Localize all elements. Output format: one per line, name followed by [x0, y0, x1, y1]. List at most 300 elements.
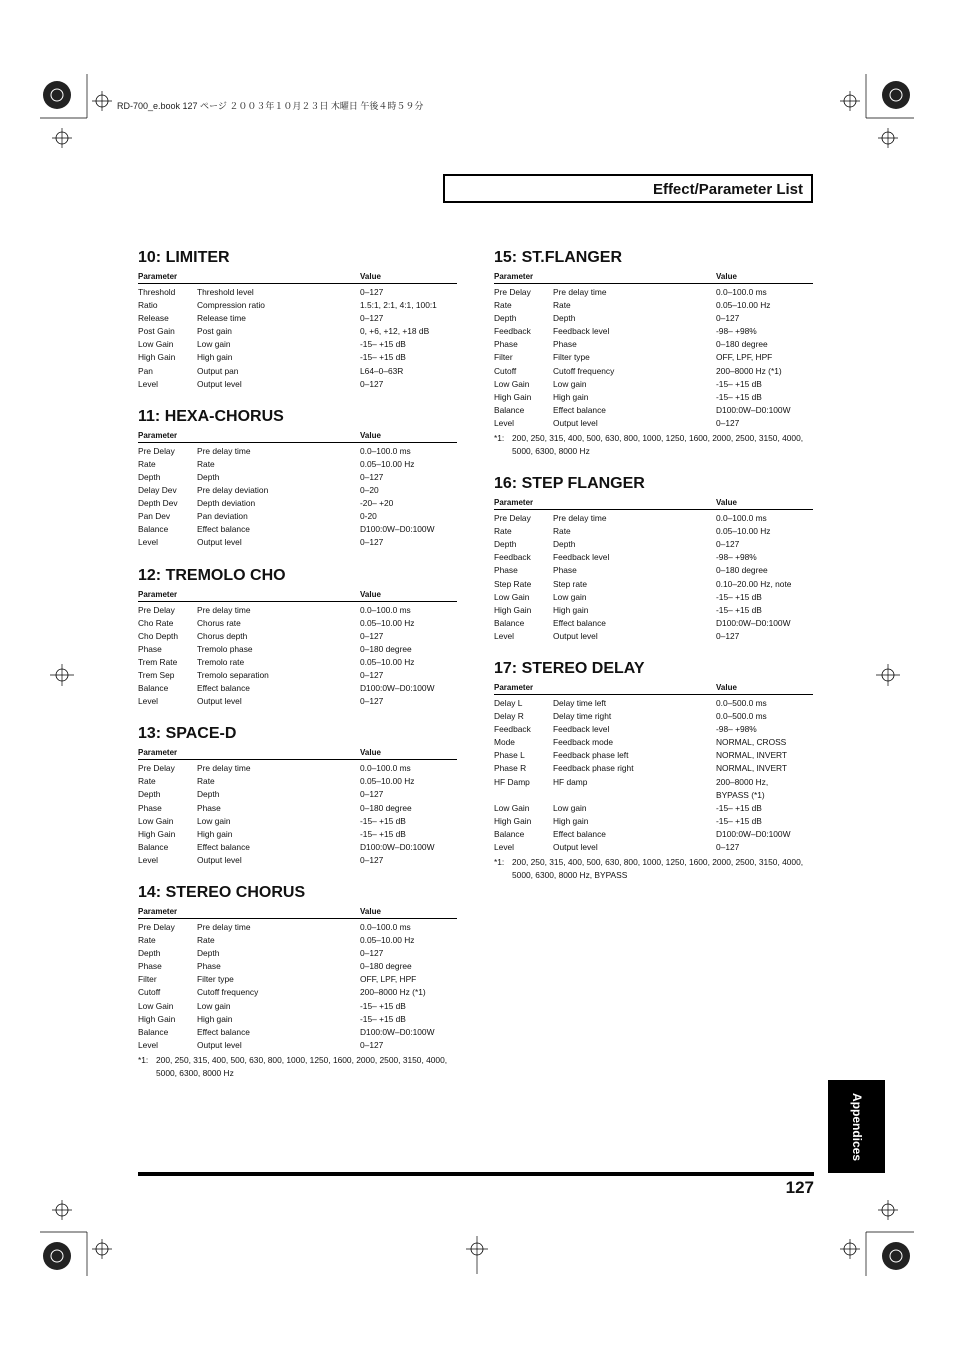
- param-abbrev: Low Gain: [494, 802, 530, 813]
- param-abbrev: Phase: [138, 961, 162, 972]
- table-row: [494, 391, 813, 404]
- param-description: Effect balance: [197, 524, 250, 535]
- param-value: 0–127: [360, 696, 384, 707]
- footnote-mark: *1:: [494, 857, 505, 868]
- section-title: 17: STEREO DELAY: [494, 659, 645, 677]
- table-row: [138, 934, 457, 947]
- col-header-parameter: Parameter: [494, 272, 534, 281]
- registration-mark-icon: [816, 74, 916, 164]
- param-value: 0.0–100.0 ms: [360, 922, 411, 932]
- param-description: Pre delay time: [553, 513, 607, 524]
- table-row: [494, 538, 813, 551]
- table-row: [138, 338, 457, 351]
- table-row: [138, 617, 457, 630]
- table-row: [494, 617, 813, 630]
- param-description: Low gain: [197, 815, 231, 826]
- footnote-mark: *1:: [494, 433, 505, 444]
- param-value: -98– +98%: [716, 552, 757, 563]
- param-description: Depth: [197, 789, 220, 800]
- param-abbrev: Trem Sep: [138, 669, 175, 680]
- table-row: [138, 921, 457, 934]
- param-description: Low gain: [197, 339, 231, 350]
- table-row: [494, 404, 813, 417]
- param-value: 0.05–10.00 Hz: [360, 776, 415, 787]
- table-row: [138, 471, 457, 484]
- param-description: Pre delay time: [197, 604, 251, 615]
- param-description: Depth deviation: [197, 498, 256, 509]
- table-row: [138, 854, 457, 867]
- table-row: [494, 789, 813, 802]
- table-header: [494, 496, 813, 510]
- registration-mark-icon: [466, 1236, 490, 1276]
- table-row: [494, 286, 813, 299]
- param-description: Output level: [553, 630, 598, 641]
- param-abbrev: Balance: [138, 841, 169, 852]
- registration-mark-icon: [816, 1196, 916, 1276]
- table-row: [138, 643, 457, 656]
- table-row: [138, 630, 457, 643]
- param-value: 0.05–10.00 Hz: [360, 935, 415, 946]
- table-row: [138, 682, 457, 695]
- table-body: [494, 512, 813, 643]
- param-description: Pre delay time: [197, 763, 251, 774]
- param-value: 0.05–10.00 Hz: [716, 300, 771, 311]
- param-value: 0.10–20.00 Hz, note: [716, 578, 792, 589]
- param-value: -15– +15 dB: [360, 339, 406, 350]
- param-value: NORMAL, INVERT: [716, 763, 788, 774]
- table-row: [138, 510, 457, 523]
- param-abbrev: High Gain: [138, 1013, 176, 1024]
- table-row: [138, 815, 457, 828]
- param-description: Effect balance: [197, 1026, 250, 1037]
- param-description: Depth: [553, 539, 576, 550]
- table-row: [138, 497, 457, 510]
- footnote-text: 200, 250, 315, 400, 500, 630, 800, 1000, 1250, 1600, 2000, 2500, 3150, 4000, 5000, 6300, 8000 Hz: [512, 433, 804, 457]
- col-header-value: Value: [716, 498, 737, 508]
- table-row: [138, 1000, 457, 1013]
- param-description: High gain: [553, 391, 589, 402]
- col-header-parameter: Parameter: [494, 682, 534, 692]
- col-header-parameter: Parameter: [138, 748, 178, 758]
- param-abbrev: Depth: [138, 789, 161, 800]
- param-value: 0.0–500.0 ms: [716, 697, 767, 708]
- col-header-value: Value: [360, 748, 381, 758]
- param-abbrev: Level: [494, 842, 515, 852]
- section-title: 14: STEREO CHORUS: [138, 884, 306, 901]
- param-abbrev: Level: [138, 696, 159, 707]
- param-value: 0–127: [716, 842, 740, 852]
- param-value: BYPASS (*1): [716, 789, 765, 800]
- param-description: Compression ratio: [197, 300, 265, 311]
- param-abbrev: Cutoff: [494, 365, 517, 376]
- col-header-value: Value: [360, 907, 381, 916]
- param-abbrev: Level: [494, 417, 515, 428]
- registration-mark-icon: [50, 664, 80, 688]
- table-header: [494, 270, 813, 284]
- param-value: D100:0W–D0:100W: [360, 841, 435, 852]
- param-value: -98– +98%: [716, 724, 757, 735]
- registration-mark-icon: [40, 74, 160, 164]
- param-description: Depth: [553, 313, 576, 324]
- param-abbrev: Feedback: [494, 326, 531, 337]
- param-abbrev: Level: [138, 378, 159, 389]
- table-row: [494, 776, 813, 789]
- param-value: L64–0–63R: [360, 365, 404, 376]
- param-abbrev: Rate: [138, 935, 156, 946]
- param-description: HF damp: [553, 776, 588, 787]
- table-row: [494, 325, 813, 338]
- param-abbrev: Balance: [494, 404, 525, 415]
- param-value: 0–180 degree: [360, 802, 412, 813]
- table-row: [138, 775, 457, 788]
- param-description: Cutoff frequency: [197, 987, 259, 998]
- param-value: -15– +15 dB: [716, 802, 762, 813]
- table-row: [494, 815, 813, 828]
- table-row: [494, 802, 813, 815]
- table-body: [138, 445, 457, 550]
- param-value: 0–127: [716, 630, 740, 641]
- footnote-text: 200, 250, 315, 400, 500, 630, 800, 1000, 1250, 1600, 2000, 2500, 3150, 4000, 5000, 6300, 8000 Hz: [156, 1054, 448, 1078]
- table-row: [138, 973, 457, 986]
- param-description: Effect balance: [197, 841, 250, 852]
- param-value: 0.05–10.00 Hz: [716, 526, 771, 537]
- param-abbrev: Cho Rate: [138, 617, 174, 628]
- param-abbrev: Phase: [138, 802, 162, 813]
- param-description: Feedback level: [553, 552, 610, 563]
- param-value: -15– +15 dB: [716, 391, 762, 402]
- param-abbrev: Pre Delay: [138, 445, 175, 456]
- param-abbrev: Depth: [494, 313, 517, 324]
- param-value: D100:0W–D0:100W: [716, 617, 791, 628]
- param-value: 0.05–10.00 Hz: [360, 458, 415, 469]
- footnote-mark: *1:: [138, 1054, 149, 1065]
- table-row: [494, 591, 813, 604]
- param-description: Effect balance: [553, 404, 606, 415]
- param-abbrev: High Gain: [494, 815, 532, 826]
- param-value: 0–20: [360, 485, 379, 496]
- col-header-value: Value: [716, 682, 737, 692]
- param-abbrev: Delay R: [494, 711, 524, 722]
- param-description: Feedback level: [553, 724, 610, 735]
- table-row: [138, 695, 457, 708]
- param-value: 0-20: [360, 511, 377, 522]
- param-abbrev: Rate: [494, 300, 512, 311]
- param-abbrev: Pan Dev: [138, 511, 171, 522]
- param-description: Feedback mode: [553, 737, 614, 748]
- param-description: Rate: [197, 458, 215, 469]
- param-abbrev: Step Rate: [494, 578, 532, 589]
- page-title-box: [443, 174, 813, 203]
- param-abbrev: Rate: [138, 776, 156, 787]
- param-abbrev: Pre Delay: [494, 513, 531, 524]
- registration-mark-icon: [40, 1196, 160, 1276]
- param-abbrev: Delay L: [494, 697, 523, 708]
- param-abbrev: Mode: [494, 737, 515, 748]
- param-abbrev: Phase L: [494, 750, 525, 761]
- param-description: Depth: [197, 948, 220, 959]
- section-st-flanger: [494, 248, 813, 458]
- footnote: [494, 432, 813, 458]
- param-value: 200–8000 Hz,: [716, 776, 769, 787]
- param-abbrev: Phase: [138, 643, 162, 654]
- param-value: 0–127: [360, 313, 384, 324]
- param-value: 0.0–100.0 ms: [716, 513, 767, 524]
- param-description: Step rate: [553, 578, 587, 589]
- param-value: 0–127: [360, 948, 384, 959]
- param-description: Low gain: [553, 802, 587, 813]
- param-abbrev: [494, 789, 553, 802]
- appendices-tab-label: Appendices: [849, 1092, 864, 1161]
- col-header-parameter: Parameter: [138, 907, 178, 916]
- param-description: Chorus rate: [197, 617, 241, 628]
- param-description: Output pan: [197, 365, 239, 376]
- table-row: [138, 365, 457, 378]
- param-description: Pan deviation: [197, 511, 248, 522]
- param-description: Phase: [553, 339, 577, 350]
- section-title: 16: STEP FLANGER: [494, 475, 645, 493]
- param-description: Depth: [197, 471, 220, 482]
- param-abbrev: Post Gain: [138, 326, 175, 337]
- param-value: -98– +98%: [716, 326, 757, 337]
- param-value: -15– +15 dB: [716, 815, 762, 826]
- table-row: [494, 417, 813, 430]
- param-abbrev: Cutoff: [138, 987, 161, 998]
- param-description: Effect balance: [197, 683, 250, 694]
- param-description: Delay time right: [553, 711, 612, 722]
- param-value: 0.0–100.0 ms: [360, 763, 411, 774]
- param-value: -15– +15 dB: [716, 604, 762, 615]
- table-header: [138, 746, 457, 760]
- param-value: -15– +15 dB: [360, 1000, 406, 1011]
- param-abbrev: Release: [138, 313, 169, 324]
- page-number: 127: [785, 1178, 814, 1197]
- param-description: Output level: [553, 842, 598, 852]
- param-abbrev: Low Gain: [138, 1000, 174, 1011]
- registration-mark-icon: [876, 664, 906, 688]
- param-value: 0–127: [360, 789, 384, 800]
- param-abbrev: Pre Delay: [138, 922, 175, 932]
- section-step-flanger: [494, 474, 813, 643]
- col-header-value: Value: [360, 430, 381, 440]
- table-row: [138, 841, 457, 854]
- param-value: 0.0–100.0 ms: [716, 287, 767, 297]
- table-row: [494, 762, 813, 775]
- param-value: 0.05–10.00 Hz: [360, 617, 415, 628]
- table-row: [138, 312, 457, 325]
- param-abbrev: Depth: [138, 471, 161, 482]
- param-abbrev: Pre Delay: [494, 287, 531, 297]
- param-abbrev: HF Damp: [494, 776, 530, 787]
- table-row: [138, 523, 457, 536]
- table-row: [494, 630, 813, 643]
- table-row: [494, 578, 813, 591]
- param-description: Rate: [197, 935, 215, 946]
- param-description: Post gain: [197, 326, 232, 337]
- table-header: [138, 905, 457, 919]
- param-description: High gain: [553, 815, 589, 826]
- table-row: [138, 1039, 457, 1052]
- param-value: D100:0W–D0:100W: [716, 404, 791, 415]
- table-row: [494, 351, 813, 364]
- table-row: [494, 312, 813, 325]
- param-description: Rate: [553, 300, 571, 311]
- param-value: 0, +6, +12, +18 dB: [360, 326, 430, 337]
- param-abbrev: Balance: [138, 524, 169, 535]
- col-header-parameter: Parameter: [138, 589, 178, 599]
- table-row: [138, 458, 457, 471]
- param-value: 0–127: [360, 669, 384, 680]
- table-row: [494, 710, 813, 723]
- param-value: 0–127: [360, 630, 384, 641]
- param-description: Release time: [197, 313, 246, 324]
- table-row: [494, 338, 813, 351]
- param-value: 0–180 degree: [716, 339, 768, 350]
- param-description: Low gain: [197, 1000, 231, 1011]
- param-abbrev: Pre Delay: [138, 763, 175, 774]
- param-abbrev: Balance: [494, 828, 525, 839]
- param-value: D100:0W–D0:100W: [360, 1026, 435, 1037]
- table-row: [138, 536, 457, 549]
- param-abbrev: Phase R: [494, 763, 527, 774]
- col-header-value: Value: [716, 272, 737, 281]
- param-description: Phase: [553, 565, 577, 576]
- table-row: [138, 286, 457, 299]
- param-abbrev: High Gain: [138, 828, 176, 839]
- param-abbrev: Level: [138, 1039, 159, 1050]
- param-value: -15– +15 dB: [360, 815, 406, 826]
- param-value: 0–127: [360, 378, 384, 389]
- table-row: [494, 525, 813, 538]
- param-abbrev: Low Gain: [494, 378, 530, 389]
- param-description: Tremolo separation: [197, 669, 269, 680]
- table-row: [494, 564, 813, 577]
- footnote: [138, 1054, 457, 1080]
- table-row: [494, 604, 813, 617]
- param-value: -15– +15 dB: [360, 352, 406, 363]
- table-row: [138, 669, 457, 682]
- table-body: [138, 604, 457, 709]
- param-description: Feedback phase left: [553, 750, 629, 761]
- table-row: [494, 749, 813, 762]
- param-description: Output level: [197, 854, 242, 865]
- col-header-parameter: Parameter: [138, 272, 178, 281]
- param-abbrev: Balance: [138, 1026, 169, 1037]
- table-header: [138, 270, 457, 284]
- param-value: 200–8000 Hz (*1): [716, 365, 782, 376]
- table-row: [494, 828, 813, 841]
- table-row: [138, 802, 457, 815]
- table-row: [494, 841, 813, 854]
- param-description: Low gain: [553, 378, 587, 389]
- appendices-tab: [828, 1080, 885, 1173]
- table-header: [138, 429, 457, 443]
- col-header-parameter: Parameter: [494, 498, 534, 508]
- footnote-text: 200, 250, 315, 400, 500, 630, 800, 1000, 1250, 1600, 2000, 2500, 3150, 4000, 5000, 6300, 8000 Hz, BYPASS: [512, 857, 804, 881]
- param-value: 0.0–100.0 ms: [360, 604, 411, 615]
- table-row: [138, 445, 457, 458]
- param-description: Output level: [197, 1039, 242, 1050]
- param-abbrev: Low Gain: [494, 591, 530, 602]
- footnote: [494, 856, 813, 882]
- param-value: -20– +20: [360, 498, 394, 509]
- param-value: 0.05–10.00 Hz: [360, 656, 415, 667]
- param-abbrev: High Gain: [494, 604, 532, 615]
- section-limiter: [138, 248, 457, 391]
- section-title: 10: LIMITER: [138, 249, 230, 266]
- param-value: -15– +15 dB: [360, 828, 406, 839]
- table-row: [138, 656, 457, 669]
- param-description: Cutoff frequency: [553, 365, 615, 376]
- param-description: Output level: [197, 696, 242, 707]
- left-column: [138, 248, 457, 1096]
- param-value: NORMAL, INVERT: [716, 750, 788, 761]
- param-abbrev: Ratio: [138, 300, 158, 311]
- table-row: [138, 986, 457, 999]
- param-description: Filter type: [553, 352, 590, 363]
- col-header-parameter: Parameter: [138, 430, 178, 440]
- table-header: [138, 588, 457, 602]
- param-abbrev: Delay Dev: [138, 485, 177, 496]
- param-value: 0–127: [360, 471, 384, 482]
- param-abbrev: Phase: [494, 565, 518, 576]
- table-row: [138, 484, 457, 497]
- page-title: Effect/Parameter List: [652, 181, 803, 198]
- param-abbrev: Depth: [138, 948, 161, 959]
- section-title: 11: HEXA-CHORUS: [138, 407, 284, 425]
- param-description: Threshold level: [197, 287, 254, 297]
- table-body: [138, 762, 457, 867]
- table-row: [494, 723, 813, 736]
- section-tremolo-cho: [138, 566, 457, 709]
- param-abbrev: Level: [138, 854, 159, 865]
- table-row: [138, 960, 457, 973]
- table-row: [138, 762, 457, 775]
- param-description: Phase: [197, 961, 221, 972]
- param-abbrev: Level: [494, 630, 515, 641]
- param-value: 0–127: [360, 854, 384, 865]
- param-abbrev: Pan: [138, 365, 153, 376]
- param-value: -15– +15 dB: [716, 591, 762, 602]
- param-abbrev: Low Gain: [138, 339, 174, 350]
- table-row: [138, 378, 457, 391]
- param-abbrev: Filter: [494, 352, 513, 363]
- param-description: Filter type: [197, 974, 234, 985]
- param-value: 0–127: [716, 313, 740, 324]
- param-description: High gain: [197, 352, 233, 363]
- table-row: [138, 604, 457, 617]
- table-row: [494, 378, 813, 391]
- table-header: [494, 681, 813, 695]
- table-row: [138, 828, 457, 841]
- param-description: Feedback level: [553, 326, 610, 337]
- table-row: [138, 1026, 457, 1039]
- table-row: [494, 697, 813, 710]
- param-description: Rate: [553, 526, 571, 537]
- table-row: [494, 736, 813, 749]
- param-description: Output level: [553, 417, 598, 428]
- section-stereo-delay: [494, 659, 813, 882]
- param-value: 0.0–100.0 ms: [360, 445, 411, 456]
- right-column: [494, 248, 813, 898]
- table-row: [494, 551, 813, 564]
- param-value: -15– +15 dB: [716, 378, 762, 389]
- param-value: 0–180 degree: [360, 961, 412, 972]
- param-abbrev: Cho Depth: [138, 630, 179, 641]
- param-description: High gain: [197, 1013, 233, 1024]
- table-body: [138, 921, 457, 1052]
- param-value: 0–127: [716, 417, 740, 428]
- param-description: Rate: [197, 776, 215, 787]
